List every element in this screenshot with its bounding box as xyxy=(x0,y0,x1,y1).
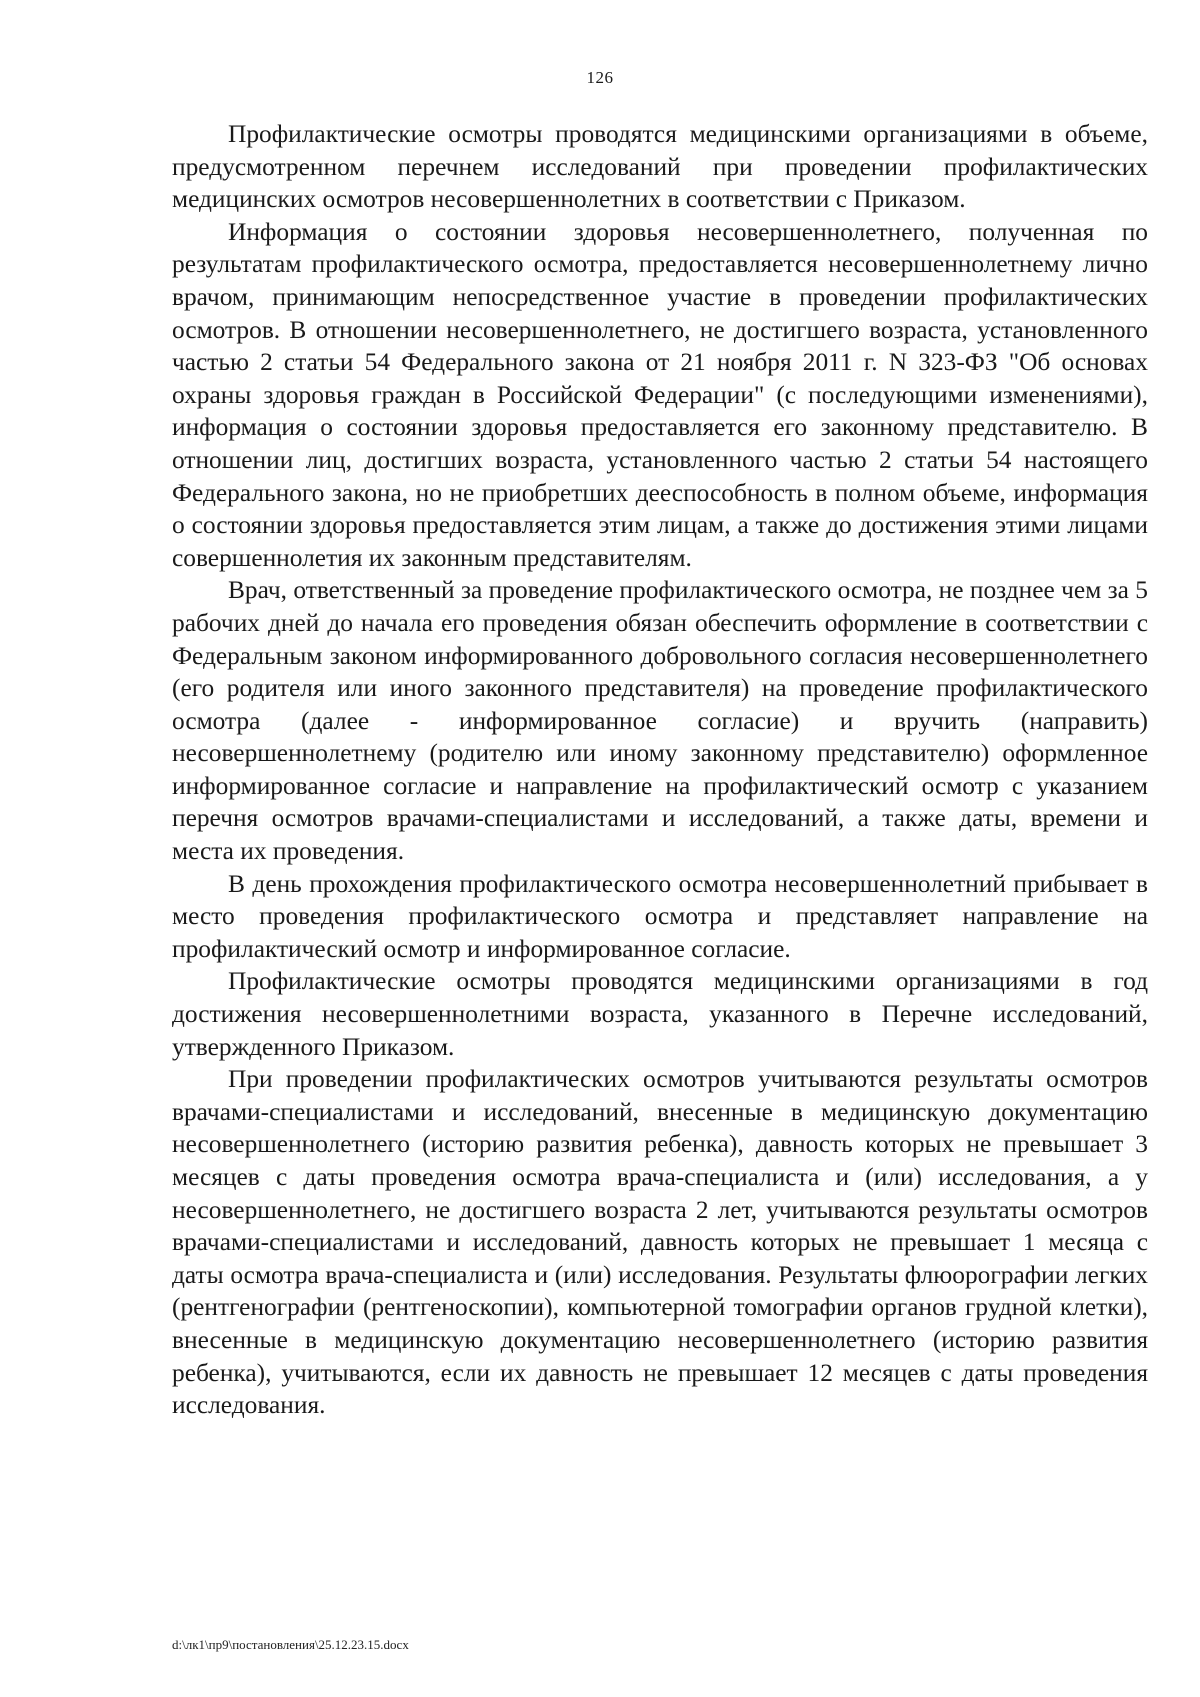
page-number: 126 xyxy=(586,68,614,87)
document-body xyxy=(172,118,1148,1422)
footer-file-path: d:\лк1\пр9\постановления\25.12.23.15.docx xyxy=(172,1637,409,1652)
paragraph: При проведении профилактических осмотров учитываются результаты осмотров врачами-специалистами и исследований, внесенные в медицинскую документацию несовершеннолетнего (историю развития ребенка), давность которых не превышает 3 месяцев с даты проведения осмотра врача-специалиста и (или) исследования, а у несовершеннолетнего, не достигшего возраста 2 лет, учитываются результаты осмотров врачами-специалистами и исследований, давность которых не превышает 1 месяца с даты осмотра врача-специалиста и (или) исследования. Результаты флюорографии легких (рентгенографии (рентгеноскопии), компьютерной томографии органов грудной клетки), внесенные в медицинскую документацию несовершеннолетнего (историю развития ребенка), учитываются, если их давность не превышает 12 месяцев с даты проведения исследования. xyxy=(172,1065,1148,1420)
paragraph: Профилактические осмотры проводятся медицинскими организациями в объеме, предусмотренном перечнем исследований при проведении профилактических медицинских осмотров несовершеннолетних в соответствии с Приказом. xyxy=(172,120,1148,214)
paragraph: Информация о состоянии здоровья несовершеннолетнего, полученная по результатам профилактического осмотра, предоставляется несовершеннолетнему лично врачом, принимающим непосредственное участие в проведении профилактических осмотров. В отношении несовершеннолетнего, не достигшего возраста, установленного частью 2 статьи 54 Федерального закона от 21 ноября 2011 г. N 323-ФЗ "Об основах охраны здоровья граждан в Российской Федерации" (с последующими изменениями), информация о состоянии здоровья предоставляется его законному представителю. В отношении лиц, достигших возраста, установленного частью 2 статьи 54 настоящего Федерального закона, но не приобретших дееспособность в полном объеме, информация о состоянии здоровья предоставляется этим лицам, а также до достижения этими лицами совершеннолетия их законным представителям. xyxy=(172,217,1148,572)
paragraph: Врач, ответственный за проведение профилактического осмотра, не позднее чем за 5 рабочих дней до начала его проведения обязан обеспечить оформление в соответствии с Федеральным законом информированного добровольного согласия несовершеннолетнего (его родителя или иного законного представителя) на проведение профилактического осмотра (далее - информированное согласие) и вручить (направить) несовершеннолетнему (родителю или иному законному представителю) оформленное информированное согласие и направление на профилактический осмотр с указанием перечня осмотров врачами-специалистами и исследований, а также даты, времени и места их проведения. xyxy=(172,576,1148,866)
paragraph: Профилактические осмотры проводятся медицинскими организациями в год достижения несовершеннолетними возраста, указанного в Перечне исследований, утвержденного Приказом. xyxy=(172,967,1148,1061)
paragraph: В день прохождения профилактического осмотра несовершеннолетний прибывает в место проведения профилактического осмотра и представляет направление на профилактический осмотр и информированное согласие. xyxy=(172,869,1148,963)
